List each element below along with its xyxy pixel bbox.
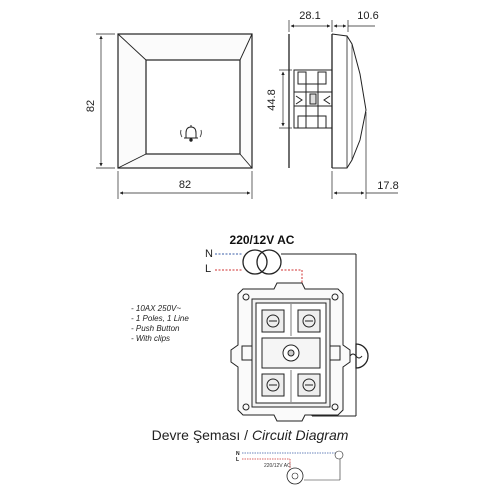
side-view (289, 34, 366, 168)
caption-tr: Devre Şeması / (151, 427, 249, 443)
side-dim-top-right: 10.6 (357, 10, 379, 22)
spec-line-1: - 10AX 250V~ (131, 304, 182, 313)
front-height-label: 82 (85, 99, 97, 113)
side-dim-bottom: 17.8 (377, 180, 399, 192)
switch-mechanism (231, 283, 350, 421)
neutral-label: N (205, 248, 213, 260)
front-width-label: 82 (178, 179, 192, 191)
side-dim-middle: 44.8 (266, 89, 278, 111)
supply-voltage-label: 220/12V AC (229, 233, 295, 247)
mini-live-label: L (236, 457, 240, 463)
front-view (118, 34, 252, 168)
front-height-dimension (96, 34, 115, 168)
side-dim-top-left: 28.1 (299, 10, 321, 22)
bell-symbol-icon (350, 344, 368, 368)
caption-en: Circuit Diagram (251, 427, 349, 443)
spec-line-3: - Push Button (131, 324, 180, 333)
mini-neutral-label: N (236, 451, 240, 457)
spec-line-2: - 1 Poles, 1 Line (131, 314, 189, 323)
transformer-symbol (243, 250, 281, 274)
spec-line-4: - With clips (131, 334, 171, 343)
live-label: L (205, 263, 212, 275)
side-dimension-lines (279, 20, 398, 199)
mini-diagram (236, 451, 343, 484)
diagram-caption (0, 427, 500, 443)
mini-supply-label: 220/12V AC (264, 463, 291, 469)
